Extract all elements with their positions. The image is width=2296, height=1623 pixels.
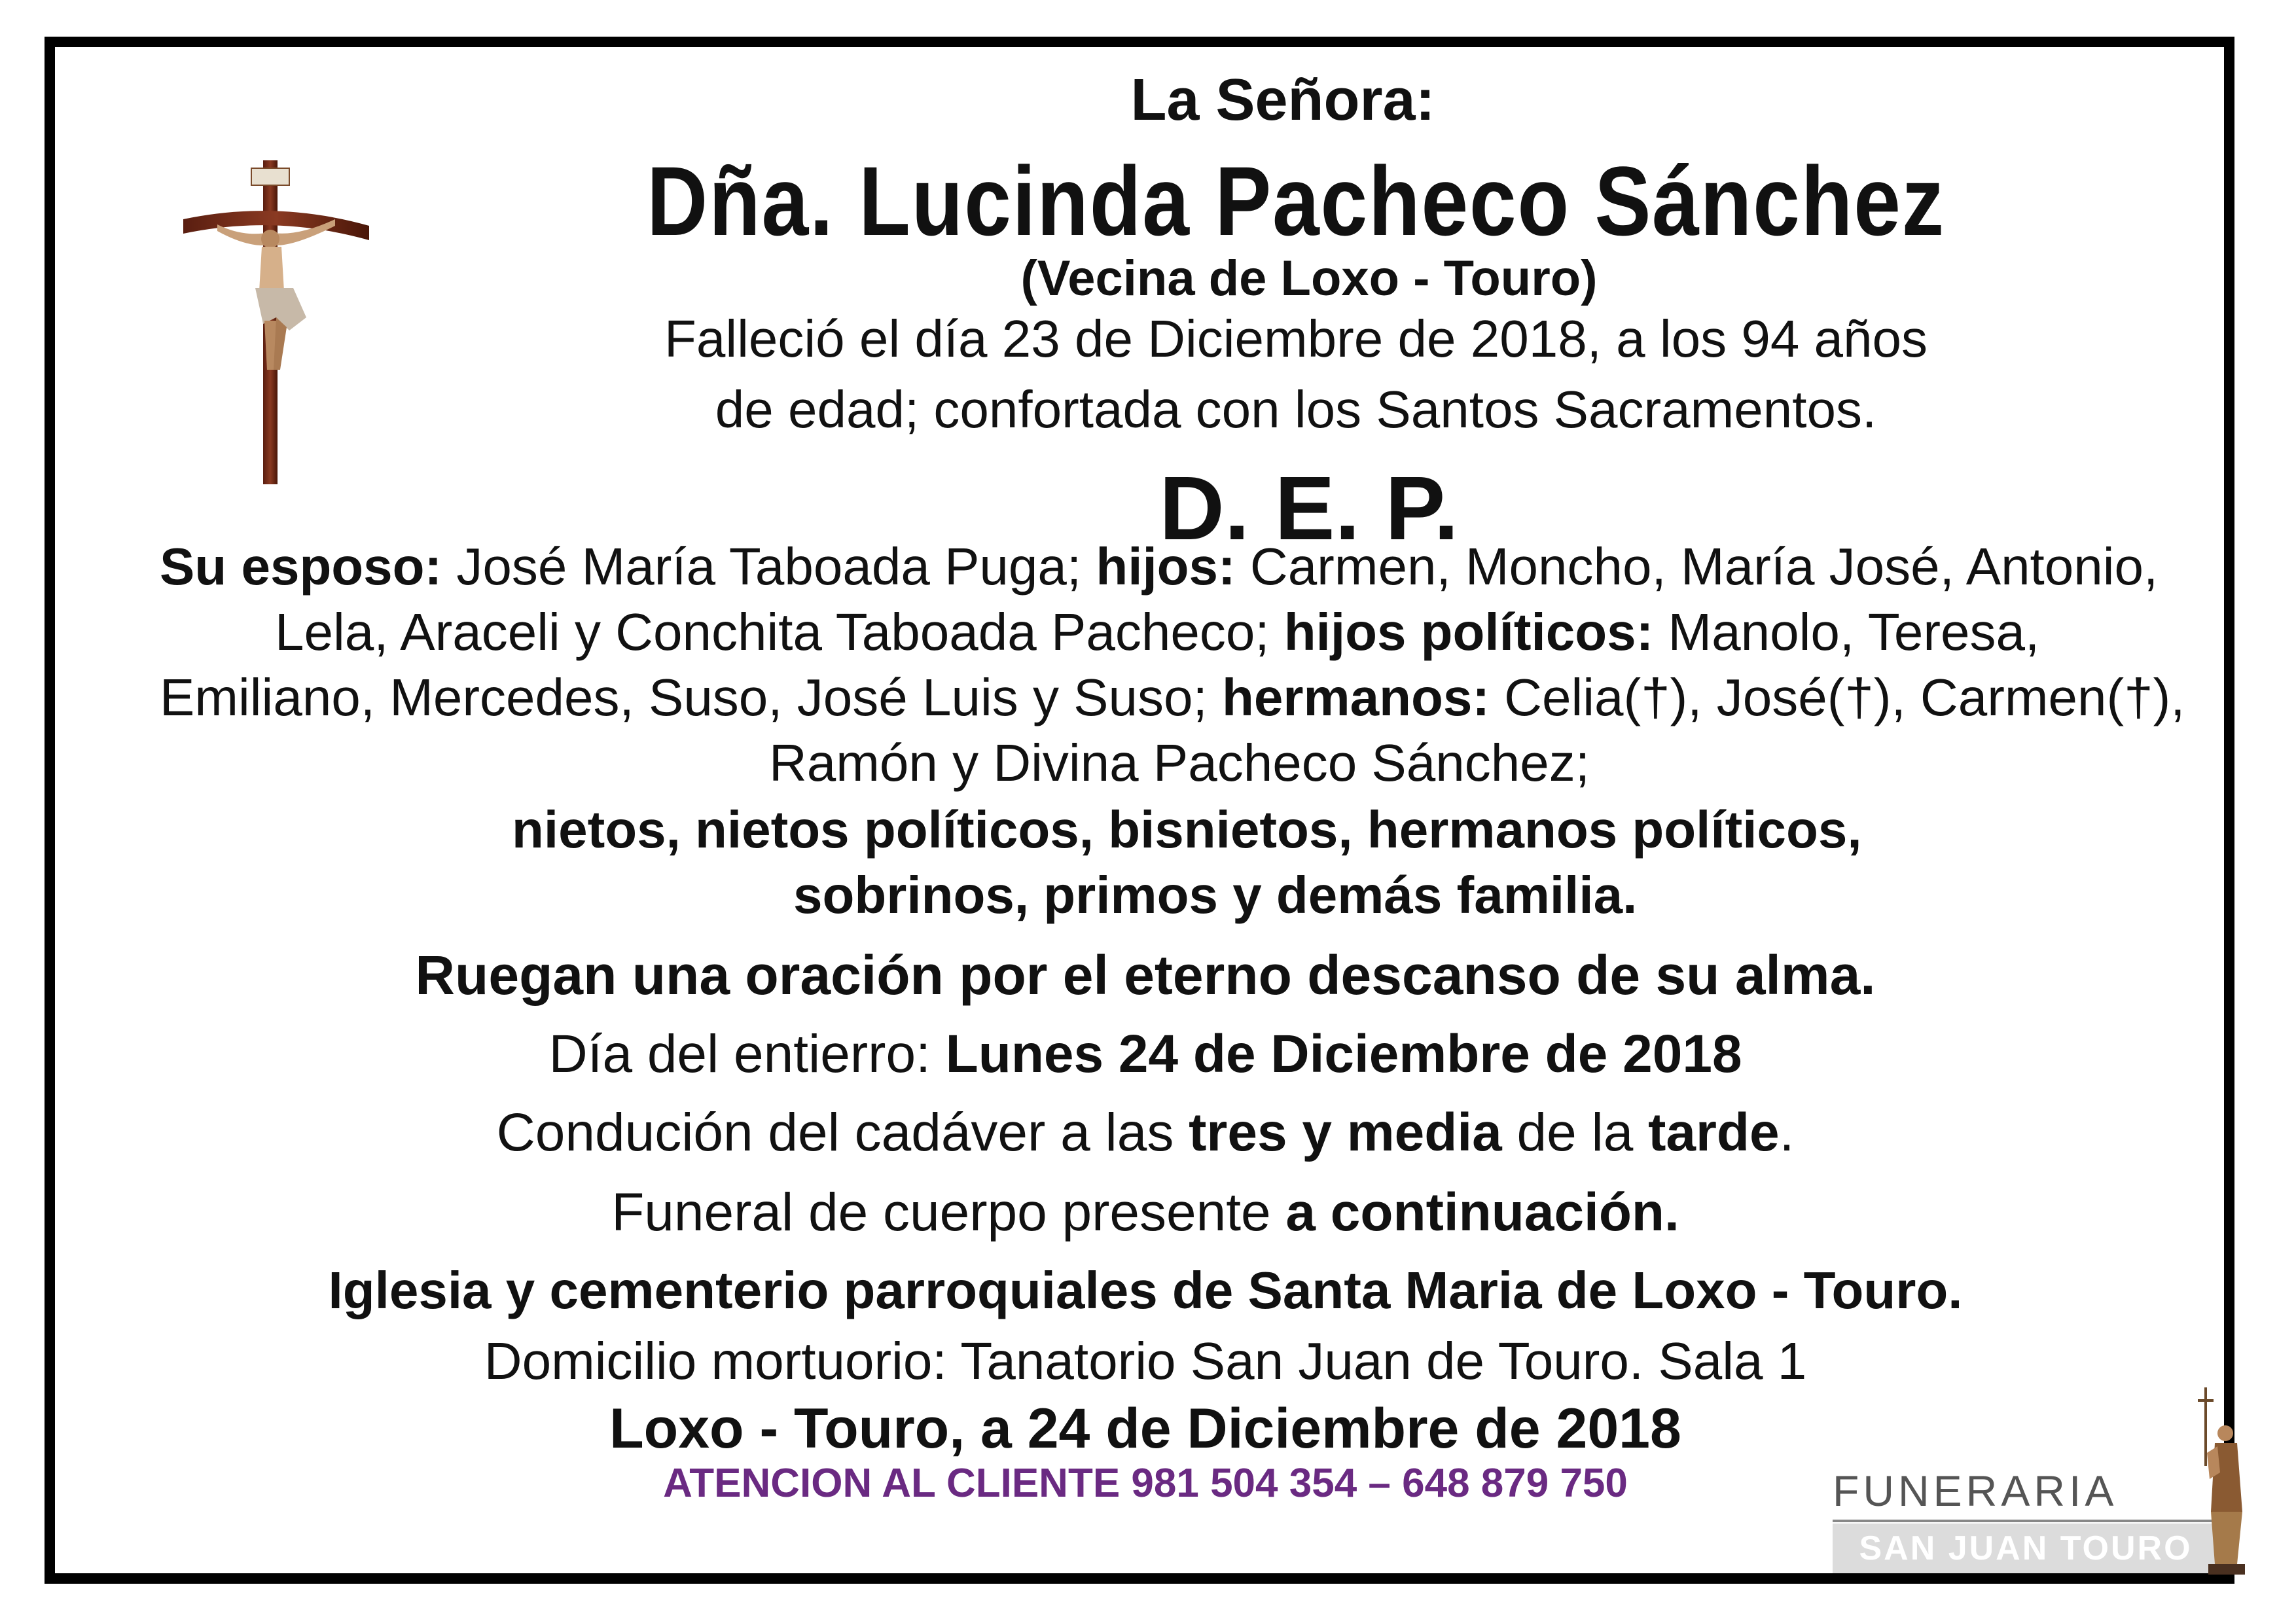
children-label: hijos: — [1096, 537, 1236, 596]
residence: (Vecina de Loxo - Touro) — [1020, 251, 1598, 306]
customer-service-phone: ATENCION AL CLIENTE 981 504 354 – 648 879 750 — [663, 1461, 1628, 1506]
place-date: Loxo - Touro, a 24 de Diciembre de 2018 — [609, 1397, 1681, 1460]
salutation: La Señora: — [1130, 67, 1435, 133]
family-line-2 — [275, 603, 2040, 661]
spouse-name: José María Taboada Puga; — [442, 537, 1096, 596]
death-notice-line-1: Falleció el día 23 de Diciembre de 2018, a los 94 años — [664, 310, 1928, 368]
conduction-text: Condución del cadáver a las — [496, 1103, 1189, 1162]
logo-name-text: SAN JUAN TOURO — [1833, 1524, 2219, 1573]
children-names: Carmen, Moncho, María José, Antonio, — [1235, 537, 2159, 596]
in-laws-names-cont: Emiliano, Mercedes, Suso, José Luis y Suso; — [160, 668, 1222, 726]
in-laws-names: Manolo, Teresa, — [1653, 603, 2040, 661]
burial-date: Lunes 24 de Diciembre de 2018 — [945, 1024, 1742, 1084]
siblings-names: Celia(†), José(†), Carmen(†), — [1489, 668, 2185, 726]
prayer-request: Ruegan una oración por el eterno descanso de su alma. — [415, 944, 1876, 1006]
children-names-cont: Lela, Araceli y Conchita Taboada Pacheco; — [275, 603, 1284, 661]
spouse-label: Su esposo: — [160, 537, 442, 596]
deceased-name: Dña. Lucinda Pacheco Sánchez — [647, 146, 1945, 256]
funeraria-logo — [1833, 1381, 2251, 1577]
family-line-6: sobrinos, primos y demás familia. — [793, 866, 1638, 924]
burial-day — [393, 1024, 1898, 1084]
dep-heading: D. E. P. — [1159, 458, 1459, 559]
funeral-text: Funeral de cuerpo presente — [611, 1183, 1286, 1242]
death-notice-line-2: de edad; confortada con los Santos Sacramentos. — [715, 380, 1877, 438]
funeral-timing: a continuación. — [1285, 1183, 1679, 1242]
conduction-time: tres y media — [1189, 1103, 1502, 1162]
family-line-3 — [160, 668, 2185, 726]
conduction-text-3: . — [1779, 1103, 1795, 1162]
conduction-period: tarde — [1648, 1103, 1780, 1162]
conduction-text-2: de la — [1501, 1103, 1649, 1162]
siblings-label: hermanos: — [1221, 668, 1490, 726]
church-location: Iglesia y cementerio parroquiales de Santa Maria de Loxo - Touro. — [328, 1261, 1963, 1319]
saint-statue-icon — [2191, 1381, 2250, 1577]
logo-funeraria-text: FUNERARIA — [1833, 1467, 2118, 1515]
domicile: Domicilio mortuorio: Tanatorio San Juan de Touro. Sala 1 — [484, 1332, 1807, 1390]
family-line-1 — [160, 537, 2159, 596]
logo-divider — [1833, 1520, 2219, 1522]
conduction-line — [393, 1103, 1898, 1162]
burial-label: Día del entierro: — [548, 1024, 946, 1084]
funeral-line — [393, 1183, 1898, 1242]
family-line-5: nietos, nietos políticos, bisnietos, hermanos políticos, — [512, 800, 1862, 859]
crucifix-icon — [178, 154, 374, 488]
in-laws-label: hijos políticos: — [1283, 603, 1654, 661]
family-line-4: Ramón y Divina Pacheco Sánchez; — [769, 734, 1590, 792]
